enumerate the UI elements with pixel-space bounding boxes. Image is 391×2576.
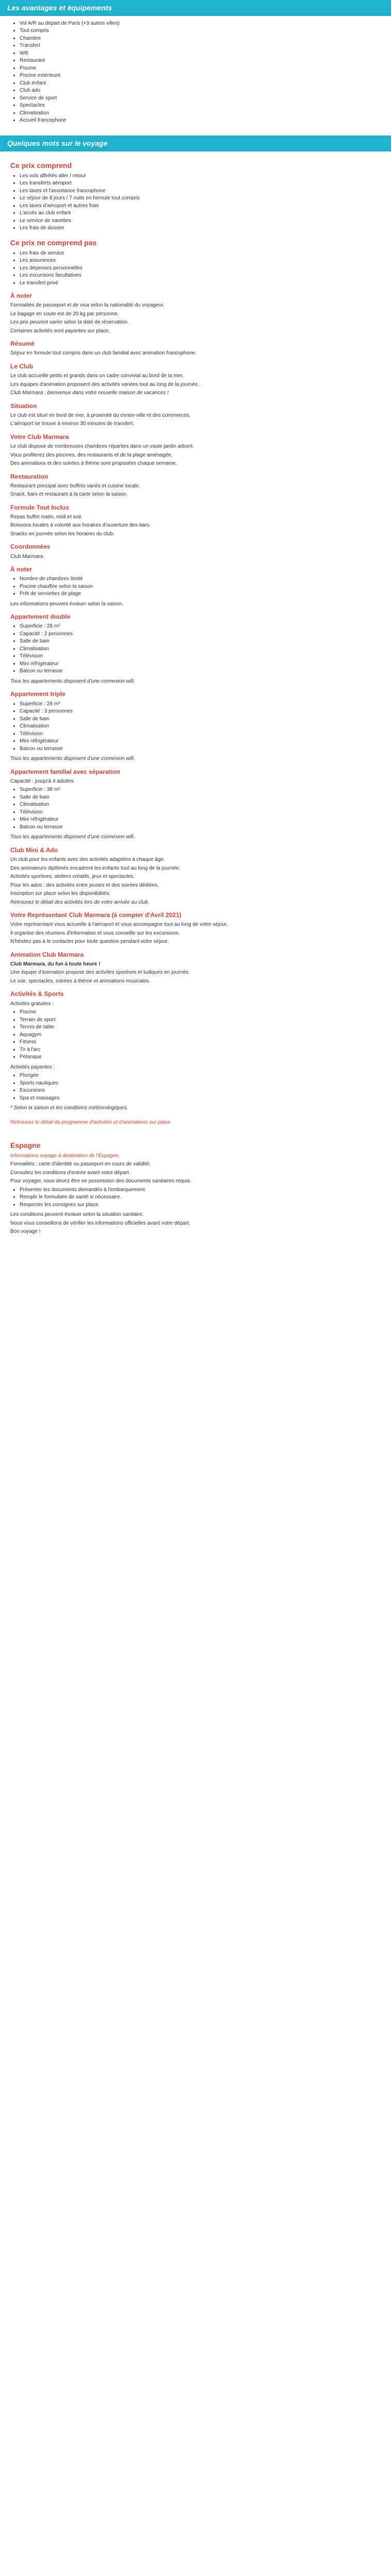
section-title: Résumé bbox=[10, 340, 35, 348]
paragraph: Inscription sur place selon les disponibilités. bbox=[10, 891, 110, 896]
list-item: • Tennis de table bbox=[20, 1024, 381, 1031]
section-title: Situation bbox=[10, 402, 37, 410]
list-item: • Télévision bbox=[20, 731, 381, 738]
equipment-item: • Service de sport bbox=[20, 95, 381, 102]
list-item: • Spa et massages bbox=[20, 1095, 381, 1102]
paragraph: Activités gratuites : bbox=[10, 1001, 54, 1007]
list-item: • Balcon ou terrasse bbox=[20, 824, 381, 831]
list-item: • Les taxes et l'assistance francophone bbox=[20, 188, 381, 195]
list-item: • Les dépenses personnelles bbox=[20, 265, 381, 272]
paragraph: Le bagage en soute est de 20 kg par personne. bbox=[10, 311, 119, 317]
list-item: • Capacité : 2 personnes bbox=[20, 631, 381, 638]
section-title: Le Club bbox=[10, 362, 33, 370]
equipment-list bbox=[10, 20, 381, 124]
list-item: • Plongée bbox=[20, 1072, 381, 1079]
list-item: • Sports nautiques bbox=[20, 1080, 381, 1087]
list-item: • Balcon ou terrasse bbox=[20, 745, 381, 753]
section-title: Votre Représentant Club Marmara (à compter d'Avril 2021) bbox=[10, 911, 182, 919]
paragraph: Activités payantes : bbox=[10, 1064, 55, 1070]
section-title: Formule Tout Inclus bbox=[10, 503, 69, 511]
list-item: • Superficie : 28 m² bbox=[20, 623, 381, 630]
list-item: • Superficie : 38 m² bbox=[20, 786, 381, 793]
paragraph: Le soir, spectacles, soirées à thème et animations musicales. bbox=[10, 978, 151, 984]
room-features-list bbox=[10, 701, 381, 753]
list-item: • Mini réfrigérateur bbox=[20, 738, 381, 745]
room-features-list bbox=[10, 623, 381, 675]
list-item: • Balcon ou terrasse bbox=[20, 668, 381, 675]
paragraph: Snack, bars et restaurant à la carte selon la saison. bbox=[10, 492, 128, 498]
paragraph: Le club dispose de nombreuses chambres réparties dans un vaste jardin arboré. bbox=[10, 444, 194, 449]
paragraph: Nous vous conseillons de vérifier les informations officielles avant votre départ. bbox=[10, 1220, 190, 1226]
equipment-item: • Chambre bbox=[20, 35, 381, 42]
section-title: Coordonnées bbox=[10, 543, 51, 551]
paragraph: Un club pour les enfants avec des activités adaptées à chaque âge. bbox=[10, 857, 165, 862]
excludes-list bbox=[10, 250, 381, 287]
section-title: Activités & Sports bbox=[10, 990, 64, 998]
section-title: Ce prix ne comprend pas bbox=[10, 238, 97, 247]
paragraph: Restaurant principal avec buffets variés et cuisine locale. bbox=[10, 483, 140, 489]
paragraph: Tous les appartements disposent d'une connexion wifi. bbox=[10, 678, 135, 684]
main-content bbox=[0, 151, 391, 1240]
equipment-item: • Piscine extérieure bbox=[20, 72, 381, 79]
list-item: • Superficie : 28 m² bbox=[20, 701, 381, 708]
list-item: • Respecter les consignes sur place. bbox=[20, 1201, 381, 1209]
list-item: • Les frais de dossier bbox=[20, 225, 381, 232]
list-item: • Climatisation bbox=[20, 646, 381, 653]
paragraph: Pour les ados : des activités entre jeunes et des soirées dédiées. bbox=[10, 882, 159, 888]
list-item: • Le transfert privé bbox=[20, 280, 381, 287]
equipment-item: • Spectacles bbox=[20, 102, 381, 109]
list-item: • Capacité : 3 personnes bbox=[20, 708, 381, 715]
paragraph: Retrouvez le détail du programme d'activités et d'animations sur place. bbox=[10, 1119, 172, 1125]
paragraph: Club Marmara : bienvenue dans votre nouvelle maison de vacances ! bbox=[10, 390, 169, 396]
paragraph: Club Marmara, du fun à toute heure ! bbox=[10, 961, 101, 967]
paragraph: * Selon la saison et les conditions météorologiques. bbox=[10, 1105, 128, 1111]
list-item: • Le service de navettes bbox=[20, 217, 381, 225]
section-title: À noter bbox=[10, 566, 32, 573]
equipment-item: • Club enfant bbox=[20, 80, 381, 87]
paragraph: Vous profiterez des piscines, des restaurants et de la plage aménagée. bbox=[10, 452, 173, 458]
list-item: • Pétanque bbox=[20, 1054, 381, 1061]
list-item: • L'accès au club enfant bbox=[20, 210, 381, 217]
paragraph: Pour voyager, vous devez être en possession des documents sanitaires requis. bbox=[10, 1178, 191, 1184]
free-activities-list bbox=[10, 1009, 381, 1061]
list-item: • Mini réfrigérateur bbox=[20, 660, 381, 668]
paragraph: Boissons locales à volonté aux horaires d'ouverture des bars. bbox=[10, 522, 151, 529]
list-item: • Télévision bbox=[20, 809, 381, 816]
equipment-item: • Accueil francophone bbox=[20, 117, 381, 124]
list-item: • Terrain de sport bbox=[20, 1016, 381, 1024]
section-title: Appartement triple bbox=[10, 690, 66, 698]
section-title: Appartement familial avec séparation bbox=[10, 768, 120, 775]
paragraph: Votre représentant vous accueille à l'aéroport et vous accompagne tout au long de votre séjour. bbox=[10, 922, 228, 928]
list-item: • Les frais de service bbox=[20, 250, 381, 257]
paragraph: Formalités de passeport et de visa selon la nationalité du voyageur. bbox=[10, 302, 165, 309]
list-item: • Les assurances bbox=[20, 257, 381, 264]
list-item: • Climatisation bbox=[20, 801, 381, 808]
list-item: • Piscine chauffée selon la saison bbox=[20, 583, 381, 590]
paragraph: Retrouvez le détail des activités lors de votre arrivée au club. bbox=[10, 899, 150, 905]
paragraph: Il organise des réunions d'information et vous conseille sur les excursions. bbox=[10, 930, 180, 936]
equipment-section bbox=[0, 16, 391, 130]
list-item: • Piscine bbox=[20, 1009, 381, 1016]
paragraph: Tous les appartements disposent d'une connexion wifi. bbox=[10, 834, 135, 840]
list-item: • Nombre de chambres limité bbox=[20, 575, 381, 583]
list-item: • Fitness bbox=[20, 1039, 381, 1046]
paragraph: Informations voyage à destination de l'Espagne. bbox=[10, 1153, 120, 1159]
quelques-mots-banner: Quelques mots sur le voyage bbox=[0, 135, 391, 151]
paragraph: Repas buffet matin, midi et soir. bbox=[10, 514, 83, 520]
paid-activities-list bbox=[10, 1072, 381, 1101]
list-item: • Salle de bain bbox=[20, 638, 381, 645]
list-item: • Remplir le formulaire de santé si nécessaire. bbox=[20, 1194, 381, 1201]
equipment-item: • Club ado bbox=[20, 87, 381, 94]
paragraph: Le club est situé en bord de mer, à proximité du centre-ville et des commerces. bbox=[10, 412, 191, 418]
paragraph: Les équipes d'animation proposent des activités variées tout au long de la journée. bbox=[10, 381, 200, 387]
equipment-item: • Climatisation bbox=[20, 110, 381, 117]
list-item: • Salle de bain bbox=[20, 794, 381, 801]
list-item: • Télévision bbox=[20, 653, 381, 660]
list-item: • Aquagym bbox=[20, 1031, 381, 1039]
paragraph: N'hésitez pas à le contacter pour toute question pendant votre séjour. bbox=[10, 939, 169, 945]
equipment-item: • Wifi bbox=[20, 50, 381, 57]
section-title: Espagne bbox=[10, 1141, 41, 1150]
paragraph: Consultez les conditions d'entrée avant votre départ. bbox=[10, 1170, 131, 1176]
paragraph: Les prix peuvent varier selon la date de réservation. bbox=[10, 319, 129, 326]
paragraph: Capacité : jusqu'à 4 adultes. bbox=[10, 778, 75, 784]
list-item: • Mini réfrigérateur bbox=[20, 816, 381, 823]
equipment-item: • Transfert bbox=[20, 42, 381, 49]
notes-list bbox=[10, 575, 381, 598]
paragraph: Les conditions peuvent évoluer selon la situation sanitaire. bbox=[10, 1212, 144, 1218]
paragraph: Activités sportives, ateliers créatifs, jeux et spectacles. bbox=[10, 874, 135, 879]
list-item: • Les vols affrétés aller / retour bbox=[20, 173, 381, 180]
list-item: • Prêt de serviettes de plage bbox=[20, 590, 381, 598]
list-item: • Tir à l'arc bbox=[20, 1046, 381, 1054]
list-item: • Présenter les documents demandés à l'embarquement. bbox=[20, 1187, 381, 1194]
paragraph: Club Marmara bbox=[10, 553, 43, 560]
paragraph: Certaines activités sont payantes sur place. bbox=[10, 328, 110, 334]
list-item: • Excursions bbox=[20, 1087, 381, 1094]
equipment-item: • Restaurant bbox=[20, 57, 381, 64]
paragraph: Snacks en journée selon les horaires du club. bbox=[10, 531, 115, 537]
list-item: • Le séjour de 8 jours / 7 nuits en formule tout compris bbox=[20, 195, 381, 202]
section-title: Club Mini & Ado bbox=[10, 846, 58, 854]
includes-list bbox=[10, 173, 381, 232]
paragraph: Une équipe d'animation propose des activités sportives et ludiques en journée. bbox=[10, 970, 190, 976]
paragraph: Les informations peuvent évoluer selon la saison. bbox=[10, 601, 124, 607]
paragraph: Formalités : carte d'identité ou passeport en cours de validité. bbox=[10, 1161, 151, 1167]
paragraph: Tous les appartements disposent d'une connexion wifi. bbox=[10, 756, 135, 762]
section-title: Animation Club Marmara bbox=[10, 951, 84, 958]
section-title: À noter bbox=[10, 292, 32, 300]
section-title: Restauration bbox=[10, 472, 48, 480]
equipment-item: • Vol A/R au départ de Paris (+3 autres villes) bbox=[20, 20, 381, 27]
paragraph: Le club accueille petits et grands dans un cadre convivial au bord de la mer. bbox=[10, 373, 184, 379]
equipment-banner: Les avantages et équipements bbox=[0, 0, 391, 16]
list-item: • Les excursions facultatives bbox=[20, 272, 381, 279]
paragraph: Des animateurs diplômés encadrent les enfants tout au long de la journée. bbox=[10, 865, 181, 871]
rules-list bbox=[10, 1187, 381, 1209]
section-title: Appartement double bbox=[10, 613, 71, 621]
section-title: Ce prix comprend bbox=[10, 161, 72, 170]
section-title: Votre Club Marmara bbox=[10, 433, 69, 440]
paragraph: L'aéroport se trouve à environ 30 minutes de transfert. bbox=[10, 421, 135, 427]
paragraph: Des animations et des soirées à thème sont proposées chaque semaine. bbox=[10, 461, 177, 466]
list-item: • Les taxes d'aéroport et autres frais bbox=[20, 202, 381, 210]
equipment-item: • Tout compris bbox=[20, 27, 381, 35]
room-features-list bbox=[10, 786, 381, 831]
list-item: • Climatisation bbox=[20, 723, 381, 730]
list-item: • Les transferts aéroport bbox=[20, 180, 381, 187]
list-item: • Salle de bain bbox=[20, 716, 381, 723]
equipment-item: • Piscine bbox=[20, 65, 381, 72]
paragraph: Séjour en formule tout compris dans un club familial avec animation francophone. bbox=[10, 350, 197, 357]
paragraph: Bon voyage ! bbox=[10, 1229, 41, 1235]
